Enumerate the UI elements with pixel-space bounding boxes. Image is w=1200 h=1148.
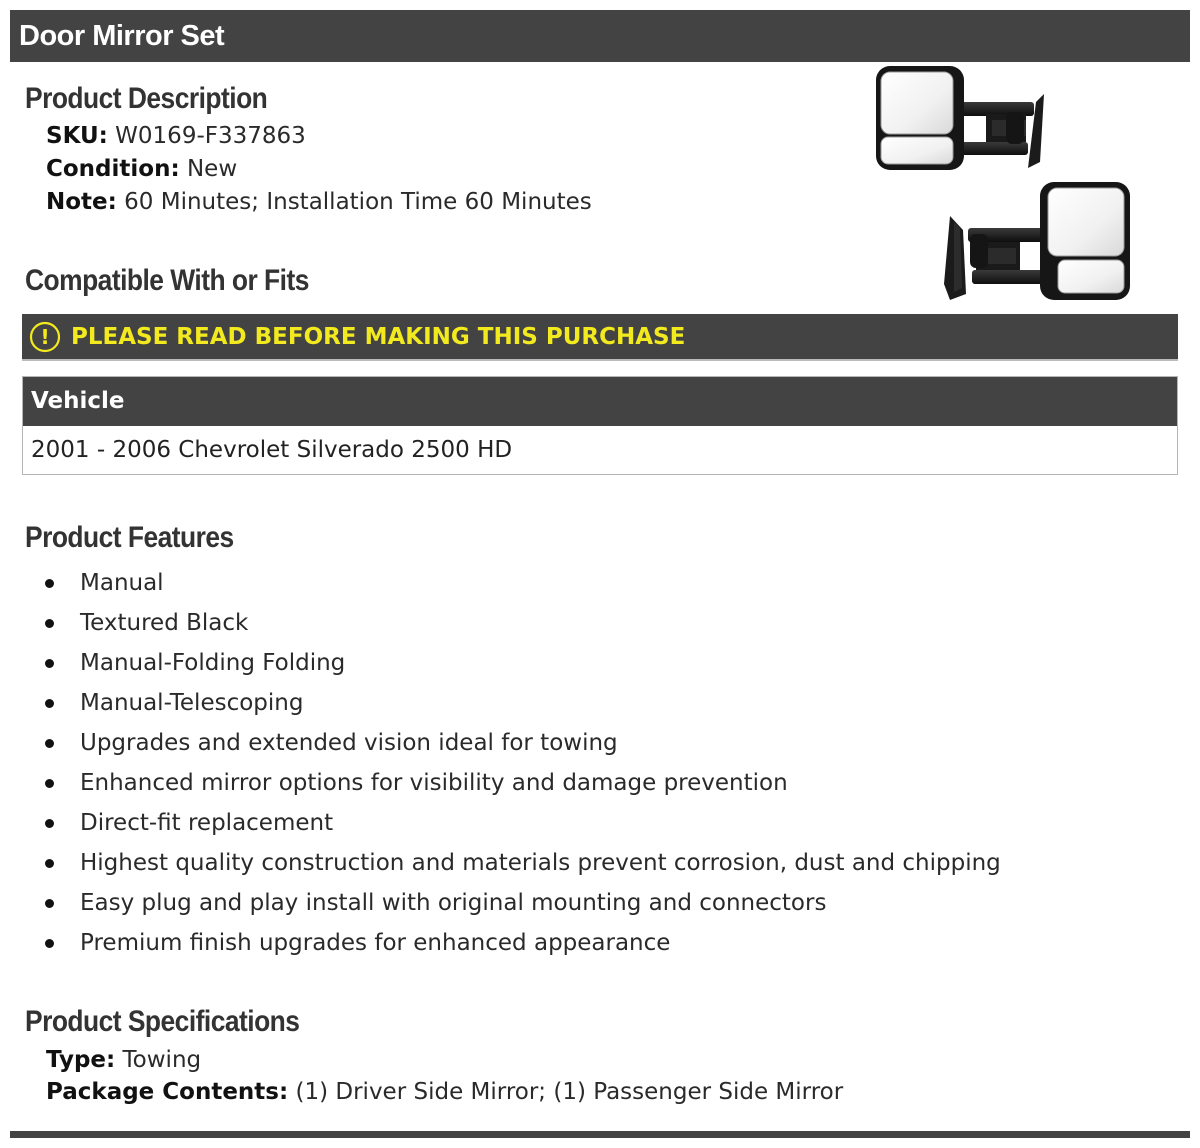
feature-item	[0, 563, 1001, 603]
bullet-icon	[45, 739, 54, 748]
passenger-mirror-graphic	[944, 182, 1130, 300]
bullet-icon	[45, 659, 54, 668]
features-list	[0, 563, 1001, 963]
feature-item	[0, 843, 1001, 883]
feature-item	[0, 763, 1001, 803]
feature-text: Manual	[80, 570, 164, 596]
feature-text: Textured Black	[80, 610, 249, 636]
note-label: Note:	[46, 189, 117, 215]
package-contents-value: (1) Driver Side Mirror; (1) Passenger Side Mirror	[295, 1079, 844, 1105]
package-contents-line	[46, 1077, 843, 1107]
driver-mirror-graphic	[876, 66, 1044, 170]
feature-text: Direct-fit replacement	[80, 810, 334, 836]
feature-text: Manual-Telescoping	[80, 690, 304, 716]
bullet-icon	[45, 619, 54, 628]
vehicle-table-header: Vehicle	[23, 377, 1177, 426]
specifications-heading: Product Specifications	[25, 1005, 300, 1038]
type-value: Towing	[122, 1047, 202, 1073]
bullet-icon	[45, 859, 54, 868]
bullet-icon	[45, 939, 54, 948]
page-title-bar	[10, 10, 1190, 62]
feature-item	[0, 643, 1001, 683]
feature-item	[0, 803, 1001, 843]
note-line	[46, 187, 592, 217]
condition-line	[46, 154, 237, 184]
bullet-icon	[45, 899, 54, 908]
vehicle-table	[22, 376, 1178, 475]
product-description-heading: Product Description	[25, 82, 268, 115]
bottom-divider	[10, 1131, 1190, 1138]
vehicle-row: 2001 - 2006 Chevrolet Silverado 2500 HD	[23, 426, 1177, 474]
feature-item	[0, 883, 1001, 923]
feature-item	[0, 683, 1001, 723]
purchase-warning-text: PLEASE READ BEFORE MAKING THIS PURCHASE	[71, 324, 686, 350]
sku-value: W0169-F337863	[115, 123, 306, 149]
bullet-icon	[45, 779, 54, 788]
bullet-icon	[45, 699, 54, 708]
condition-label: Condition:	[46, 156, 180, 182]
package-contents-label: Package Contents:	[46, 1079, 289, 1105]
compatibility-heading: Compatible With or Fits	[25, 264, 309, 297]
feature-text: Highest quality construction and materials prevent corrosion, dust and chipping	[80, 850, 1001, 876]
purchase-warning-bar	[22, 314, 1178, 361]
note-value: 60 Minutes; Installation Time 60 Minutes	[124, 189, 592, 215]
bullet-icon	[45, 819, 54, 828]
type-line	[46, 1045, 201, 1075]
type-label: Type:	[46, 1047, 116, 1073]
feature-text: Manual-Folding Folding	[80, 650, 346, 676]
page-title: Door Mirror Set	[19, 20, 225, 52]
sku-label: SKU:	[46, 123, 108, 149]
feature-text: Premium finish upgrades for enhanced appearance	[80, 930, 671, 956]
feature-text: Upgrades and extended vision ideal for towing	[80, 730, 618, 756]
condition-value: New	[186, 156, 238, 182]
bullet-icon	[45, 579, 54, 588]
feature-item	[0, 923, 1001, 963]
warning-circle-icon	[29, 321, 61, 353]
warning-icon-glyph: !	[40, 325, 50, 349]
sku-line	[46, 121, 306, 151]
feature-item	[0, 723, 1001, 763]
product-image	[868, 62, 1138, 307]
feature-text: Easy plug and play install with original mounting and connectors	[80, 890, 827, 916]
feature-item	[0, 603, 1001, 643]
feature-text: Enhanced mirror options for visibility and damage prevention	[80, 770, 788, 796]
features-heading: Product Features	[25, 521, 234, 554]
